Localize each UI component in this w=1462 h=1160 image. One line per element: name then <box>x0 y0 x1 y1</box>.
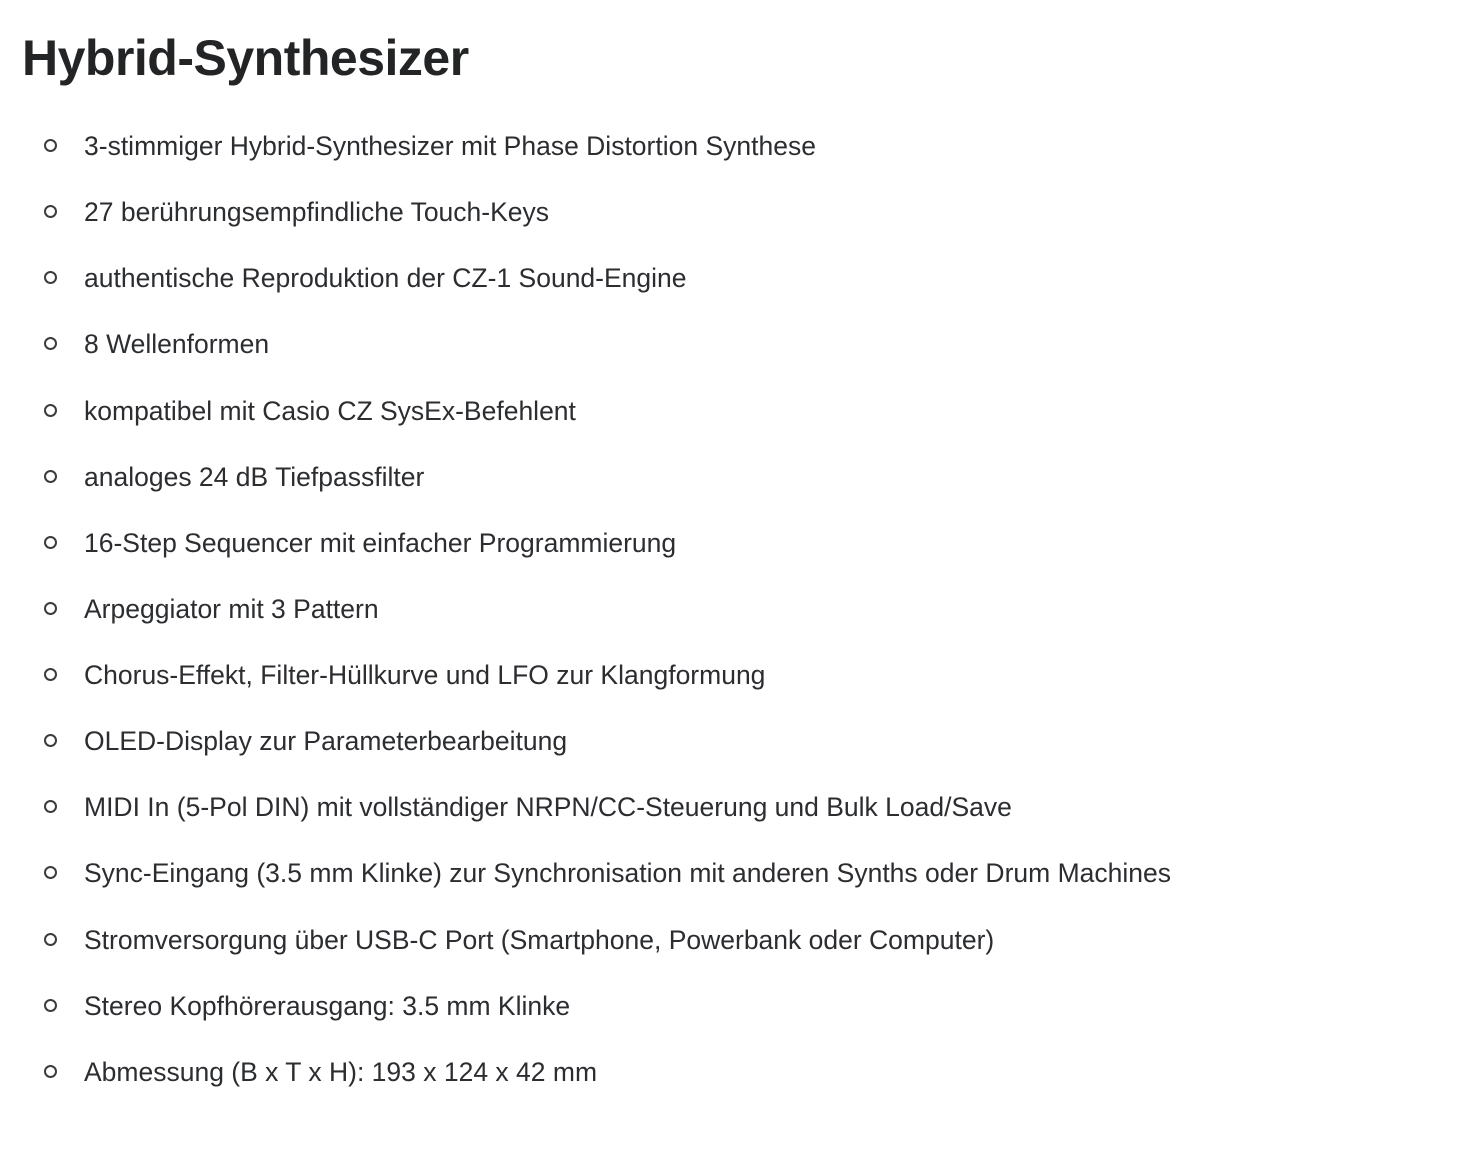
circle-outline-bullet-icon <box>44 734 57 747</box>
list-item <box>22 593 1422 626</box>
circle-outline-bullet-icon <box>44 1065 57 1078</box>
list-item-label: authentische Reproduktion der CZ-1 Sound-Engine <box>84 263 687 294</box>
list-item <box>22 659 1422 692</box>
list-item <box>22 924 1422 957</box>
list-item <box>22 262 1422 295</box>
circle-outline-bullet-icon <box>44 933 57 946</box>
circle-outline-bullet-icon <box>44 271 57 284</box>
list-item-label: 3-stimmiger Hybrid-Synthesizer mit Phase Distortion Synthese <box>84 131 816 161</box>
circle-outline-bullet-icon <box>44 536 57 549</box>
list-item-label: Abmessung (B x T x H): 193 x 124 x 42 mm <box>84 1056 598 1087</box>
circle-outline-bullet-icon <box>44 800 57 813</box>
circle-outline-bullet-icon <box>44 999 57 1012</box>
list-item-label: 27 berührungsempfindliche Touch-Keys <box>84 197 550 228</box>
list-item-label: 16-Step Sequencer mit einfacher Programmierung <box>84 527 677 558</box>
list-item-label: Chorus-Effekt, Filter-Hüllkurve und LFO zur Klangformung <box>84 660 766 690</box>
circle-outline-bullet-icon <box>44 602 57 615</box>
circle-outline-bullet-icon <box>44 337 57 350</box>
feature-list <box>22 130 1422 1089</box>
list-item <box>22 196 1422 229</box>
list-item <box>22 857 1422 890</box>
list-item-label: Stereo Kopfhörerausgang: 3.5 mm Klinke <box>84 990 571 1021</box>
list-item <box>22 461 1422 494</box>
list-item <box>22 328 1422 361</box>
list-item-label: OLED-Display zur Parameterbearbeitung <box>84 726 568 757</box>
list-item-label: MIDI In (5-Pol DIN) mit vollständiger NRPN/CC-Steuerung und Bulk Load/Save <box>84 792 1012 823</box>
circle-outline-bullet-icon <box>44 404 57 417</box>
list-item <box>22 395 1422 428</box>
circle-outline-bullet-icon <box>44 139 57 152</box>
list-item <box>22 725 1422 758</box>
list-item <box>22 990 1422 1023</box>
circle-outline-bullet-icon <box>44 205 57 218</box>
list-item <box>22 791 1422 824</box>
circle-outline-bullet-icon <box>44 866 57 879</box>
list-item-label: Stromversorgung über USB-C Port (Smartphone, Powerbank oder Computer) <box>84 924 995 955</box>
circle-outline-bullet-icon <box>44 470 57 483</box>
list-item-label: 8 Wellenformen <box>84 329 270 360</box>
page-title: Hybrid-Synthesizer <box>22 30 469 86</box>
list-item <box>22 1056 1422 1089</box>
list-item <box>22 527 1422 560</box>
list-item-label: analoges 24 dB Tiefpassfilter <box>84 461 425 492</box>
list-item <box>22 130 1422 163</box>
circle-outline-bullet-icon <box>44 668 57 681</box>
list-item-label: kompatibel mit Casio CZ SysEx-Befehlent <box>84 395 576 426</box>
list-item-label: Arpeggiator mit 3 Pattern <box>84 593 379 624</box>
list-item-label: Sync-Eingang (3.5 mm Klinke) zur Synchronisation mit anderen Synths oder Drum Machines <box>84 858 1171 889</box>
